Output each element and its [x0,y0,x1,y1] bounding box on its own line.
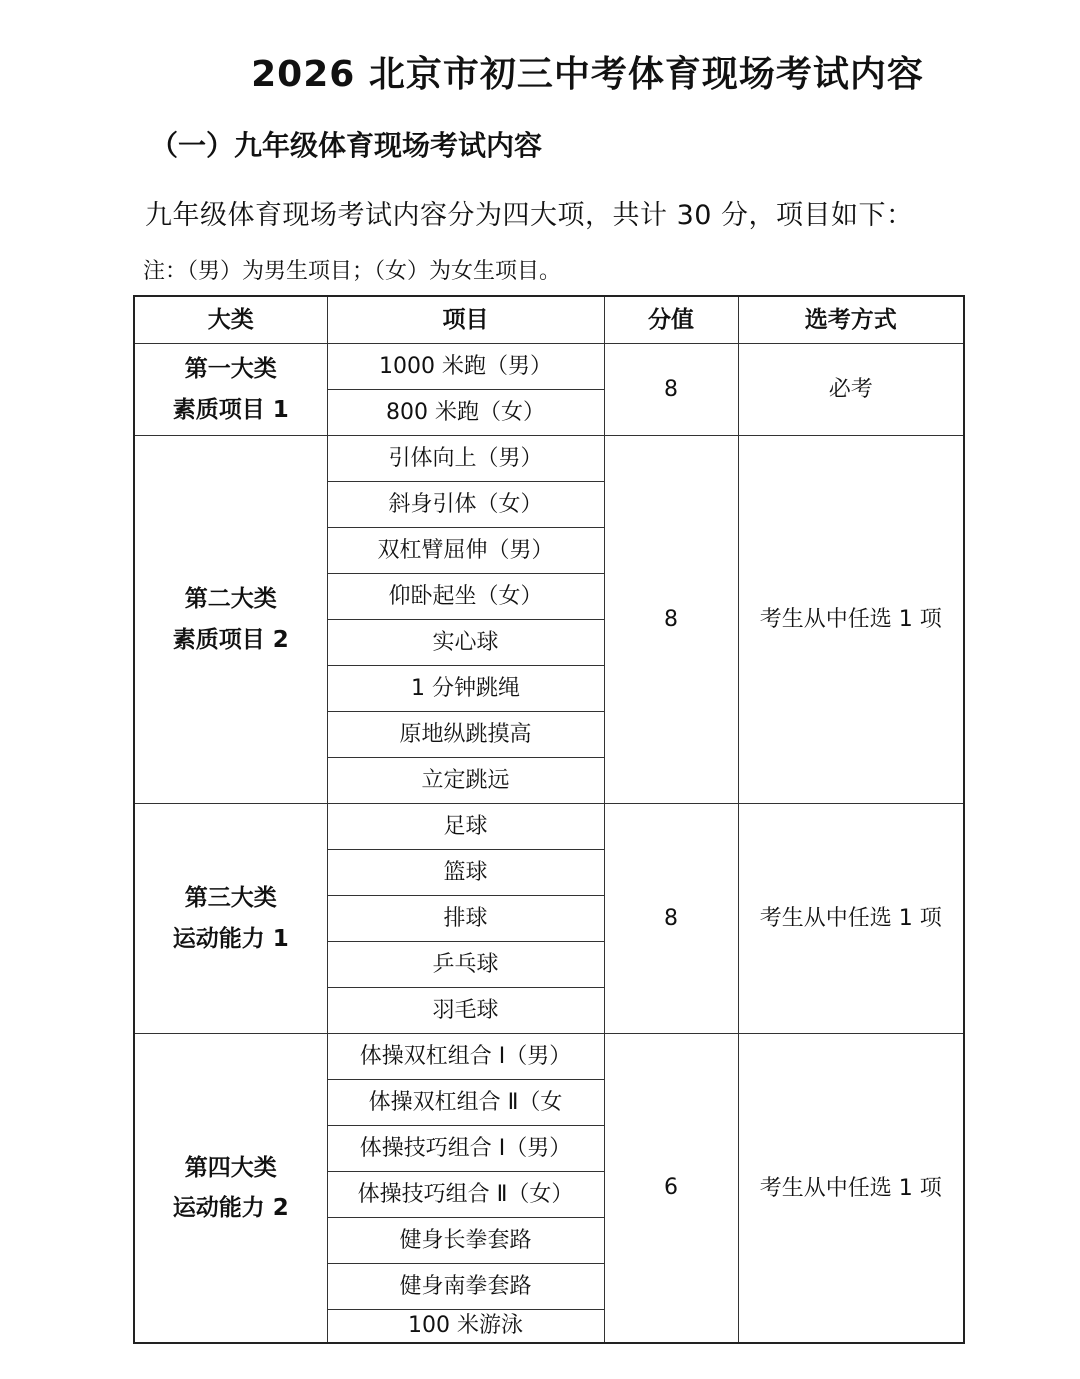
category-line: 运动能力 1 [172,925,289,952]
note-text: 注：（男）为男生项目；（女）为女生项目。 [143,259,562,284]
score-cell: 8 [604,804,738,1034]
mode-cell: 考生从中任选 1 项 [738,436,964,804]
item-cell: 1 分钟跳绳 [327,666,604,712]
mode-cell: 考生从中任选 1 项 [738,804,964,1034]
category-line: 第三大类 [184,885,277,912]
header-score: 分值 [604,296,738,344]
table-row [134,1034,964,1080]
item-cell: 1000 米跑（男） [327,344,604,390]
category-line: 运动能力 2 [172,1195,289,1221]
category-cell [134,1034,327,1344]
item-cell: 引体向上（男） [327,436,604,482]
page-title: 2026 北京市初三中考体育现场考试内容 [251,54,924,95]
item-cell: 健身长拳套路 [327,1218,604,1264]
table-row [134,436,964,482]
item-cell: 羽毛球 [327,988,604,1034]
header-mode: 选考方式 [738,296,964,344]
item-cell: 立定跳远 [327,758,604,804]
score-cell: 6 [604,1034,738,1344]
exam-table [133,295,965,1344]
item-cell: 原地纵跳摸高 [327,712,604,758]
item-cell: 体操技巧组合 Ⅰ（男） [327,1126,604,1172]
category-line: 素质项目 1 [172,396,289,423]
item-cell: 篮球 [327,850,604,896]
score-cell: 8 [604,436,738,804]
table-row [134,344,964,390]
mode-cell: 考生从中任选 1 项 [738,1034,964,1344]
table-row [134,804,964,850]
item-cell: 体操双杠组合 Ⅰ（男） [327,1034,604,1080]
item-cell: 健身南拳套路 [327,1264,604,1310]
score-cell: 8 [604,344,738,436]
intro-text: 九年级体育现场考试内容分为四大项，共计 30 分，项目如下： [145,200,914,231]
item-cell: 体操双杠组合 Ⅱ（女 [327,1080,604,1126]
section-heading: （一）九年级体育现场考试内容 [150,129,543,162]
item-cell: 斜身引体（女） [327,482,604,528]
category-line: 第四大类 [184,1154,277,1181]
category-line: 第二大类 [184,586,277,613]
item-cell: 800 米跑（女） [327,390,604,436]
header-category: 大类 [134,296,327,344]
category-line: 第一大类 [184,356,277,383]
item-cell: 足球 [327,804,604,850]
category-cell [134,804,327,1034]
item-cell: 仰卧起坐（女） [327,574,604,620]
item-cell: 排球 [327,896,604,942]
category-cell [134,344,327,436]
item-cell: 体操技巧组合 Ⅱ（女） [327,1172,604,1218]
item-cell: 乒乓球 [327,942,604,988]
item-cell: 实心球 [327,620,604,666]
header-item: 项目 [327,296,604,344]
item-cell: 100 米游泳 [327,1310,604,1344]
category-cell [134,436,327,804]
item-cell: 双杠臂屈伸（男） [327,528,604,574]
table-header-row [134,296,964,344]
category-line: 素质项目 2 [172,626,289,653]
mode-cell: 必考 [738,344,964,436]
